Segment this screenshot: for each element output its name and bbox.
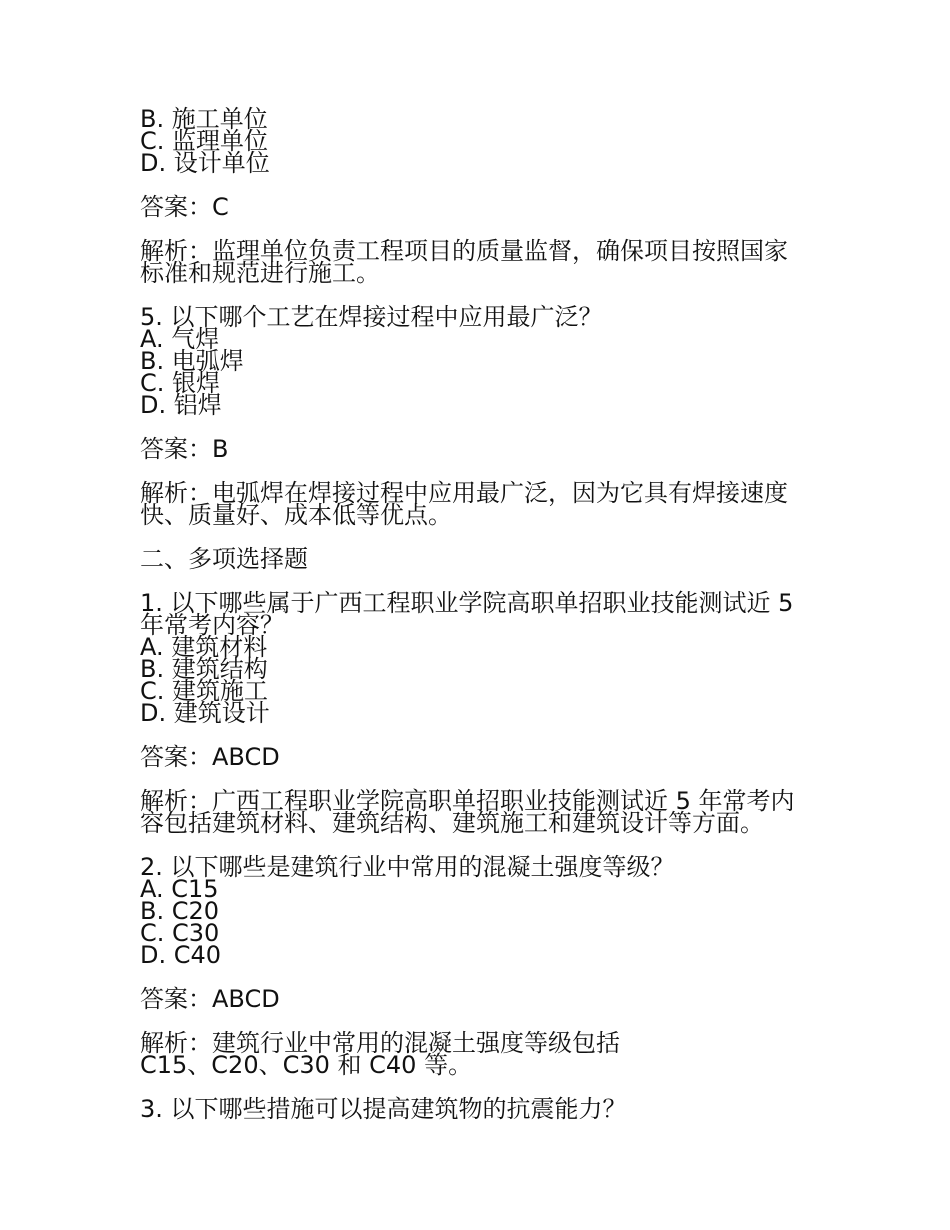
mq1-question-line-1: 1. 以下哪些属于广西工程职业学院高职单招职业技能测试近 5 (140, 589, 794, 617)
mq1-option-c: C. 建筑施工 (140, 677, 269, 705)
mq1-option-a: A. 建筑材料 (140, 633, 268, 661)
mq1-question-line-2: 年常考内容？ (140, 611, 284, 639)
mq2-option-d: D. C40 (140, 941, 222, 969)
mq1-analysis-line-1: 解析：广西工程职业学院高职单招职业技能测试近 5 年常考内 (140, 787, 795, 815)
mq1-option-d: D. 建筑设计 (140, 699, 270, 727)
mq1-option-b: B. 建筑结构 (140, 655, 268, 683)
question-4-block (140, 105, 820, 287)
q5-analysis-line-1: 解析：电弧焊在焊接过程中应用最广泛，因为它具有焊接速度 (140, 479, 788, 507)
q4-answer: 答案：C (140, 193, 229, 221)
document-page (140, 105, 820, 1123)
mq3-question: 3. 以下哪些措施可以提高建筑物的抗震能力？ (140, 1095, 627, 1123)
mq1-analysis-line-2: 容包括建筑材料、建筑结构、建筑施工和建筑设计等方面。 (140, 809, 764, 837)
q5-option-d: D. 铝焊 (140, 391, 222, 419)
q4-option-c: C. 监理单位 (140, 127, 269, 155)
mq2-analysis-line-2: C15、C20、C30 和 C40 等。 (140, 1051, 473, 1079)
mq1-answer: 答案：ABCD (140, 743, 280, 771)
q5-answer: 答案：B (140, 435, 229, 463)
mq2-option-c: C. C30 (140, 919, 220, 947)
q4-analysis-line-2: 标准和规范进行施工。 (140, 259, 380, 287)
q5-analysis-line-2: 快、质量好、成本低等优点。 (140, 501, 452, 529)
multi-question-1-block (140, 589, 820, 837)
q5-question: 5. 以下哪个工艺在焊接过程中应用最广泛？ (140, 303, 603, 331)
multi-question-2-block (140, 853, 820, 1079)
question-5-block (140, 303, 820, 529)
mq2-option-b: B. C20 (140, 897, 220, 925)
mq2-option-a: A. C15 (140, 875, 219, 903)
q5-option-c: C. 银焊 (140, 369, 221, 397)
mq2-question: 2. 以下哪些是建筑行业中常用的混凝土强度等级？ (140, 853, 675, 881)
mq2-answer: 答案：ABCD (140, 985, 280, 1013)
section-2-title: 二、多项选择题 (140, 545, 308, 573)
mq2-analysis-line-1: 解析：建筑行业中常用的混凝土强度等级包括 (140, 1029, 620, 1057)
q5-option-b: B. 电弧焊 (140, 347, 244, 375)
q4-analysis-line-1: 解析：监理单位负责工程项目的质量监督，确保项目按照国家 (140, 237, 788, 265)
q5-option-a: A. 气焊 (140, 325, 220, 353)
q4-option-d: D. 设计单位 (140, 149, 270, 177)
q4-option-b: B. 施工单位 (140, 105, 268, 133)
